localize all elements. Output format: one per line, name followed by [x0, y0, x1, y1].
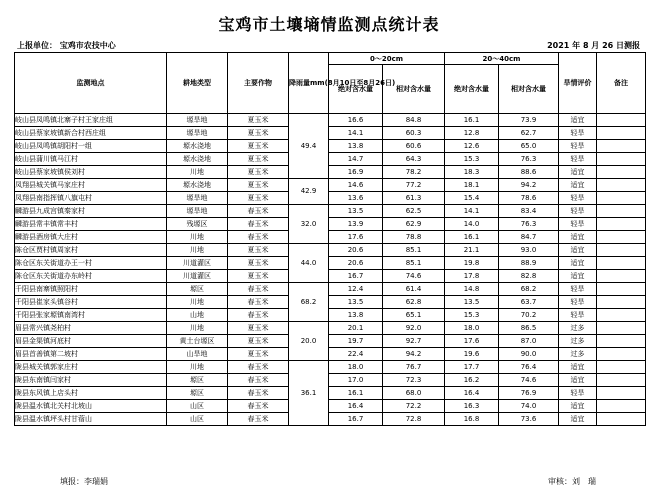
cell-rel-water-0-20: 61.4 — [383, 283, 445, 296]
cell-rel-water-20-40: 84.7 — [499, 231, 559, 244]
cell-abs-water-20-40: 17.7 — [445, 361, 499, 374]
table-row — [15, 179, 646, 192]
cell-abs-water-0-20: 16.1 — [329, 387, 383, 400]
cell-abs-water-20-40: 19.8 — [445, 257, 499, 270]
cell-abs-water-20-40: 12.8 — [445, 127, 499, 140]
cell-rel-water-0-20: 92.7 — [383, 335, 445, 348]
cell-rel-water-20-40: 74.6 — [499, 374, 559, 387]
cell-note — [597, 387, 646, 400]
cell-abs-water-20-40: 15.3 — [445, 309, 499, 322]
cell-rel-water-0-20: 85.1 — [383, 257, 445, 270]
cell-land-type: 塬区 — [167, 283, 228, 296]
cell-drought-eval: 适宜 — [559, 374, 597, 387]
cell-site: 陇县东南镇闫家村 — [15, 374, 167, 387]
cell-drought-eval: 适宜 — [559, 270, 597, 283]
cell-crop: 春玉米 — [228, 374, 289, 387]
cell-land-type: 塬水浇地 — [167, 179, 228, 192]
cell-abs-water-20-40: 14.1 — [445, 205, 499, 218]
table-row — [15, 348, 646, 361]
cell-rel-water-20-40: 76.3 — [499, 218, 559, 231]
cell-site: 陇县城关镇郭家庄村 — [15, 361, 167, 374]
table-body — [15, 114, 646, 426]
cell-site: 麟游县酒房镇大庄村 — [15, 231, 167, 244]
cell-abs-water-20-40: 18.0 — [445, 322, 499, 335]
cell-rel-water-0-20: 62.9 — [383, 218, 445, 231]
cell-rel-water-20-40: 62.7 — [499, 127, 559, 140]
cell-site: 陈仓区贾村镇周家村 — [15, 244, 167, 257]
cell-abs-water-0-20: 14.1 — [329, 127, 383, 140]
header-crop: 主要作物 — [228, 53, 289, 114]
cell-rel-water-0-20: 61.3 — [383, 192, 445, 205]
cell-abs-water-0-20: 17.6 — [329, 231, 383, 244]
table-row — [15, 114, 646, 127]
cell-land-type: 塬旱地 — [167, 192, 228, 205]
cell-crop: 春玉米 — [228, 309, 289, 322]
cell-land-type: 山旱地 — [167, 348, 228, 361]
cell-rainfall: 20.0 — [289, 322, 329, 361]
cell-rainfall: 44.0 — [289, 244, 329, 283]
cell-abs-water-0-20: 19.7 — [329, 335, 383, 348]
cell-site: 凤翔县南指挥镇八旗屯村 — [15, 192, 167, 205]
cell-rel-water-20-40: 93.0 — [499, 244, 559, 257]
cell-land-type: 塬水浇地 — [167, 153, 228, 166]
cell-land-type: 塬旱地 — [167, 127, 228, 140]
cell-rel-water-20-40: 78.6 — [499, 192, 559, 205]
cell-abs-water-20-40: 14.0 — [445, 218, 499, 231]
filled-by: 填报：李瑞娟 — [60, 477, 108, 486]
cell-rel-water-20-40: 87.0 — [499, 335, 559, 348]
cell-rel-water-0-20: 62.8 — [383, 296, 445, 309]
cell-abs-water-0-20: 13.9 — [329, 218, 383, 231]
cell-note — [597, 322, 646, 335]
cell-abs-water-20-40: 18.3 — [445, 166, 499, 179]
cell-land-type: 山区 — [167, 413, 228, 426]
cell-rel-water-20-40: 88.9 — [499, 257, 559, 270]
table-row — [15, 205, 646, 218]
cell-abs-water-20-40: 17.8 — [445, 270, 499, 283]
report-unit-value: 宝鸡市农技中心 — [59, 41, 116, 50]
cell-abs-water-0-20: 14.6 — [329, 179, 383, 192]
cell-abs-water-0-20: 13.8 — [329, 140, 383, 153]
cell-abs-water-0-20: 13.5 — [329, 205, 383, 218]
cell-note — [597, 231, 646, 244]
cell-abs-water-20-40: 19.6 — [445, 348, 499, 361]
cell-site: 岐山县蔡家坡镇侯刘村 — [15, 166, 167, 179]
cell-land-type: 川道灌区 — [167, 257, 228, 270]
cell-note — [597, 218, 646, 231]
cell-abs-water-0-20: 17.0 — [329, 374, 383, 387]
cell-site: 陈仓区东关街道办东岭村 — [15, 270, 167, 283]
table-row — [15, 257, 646, 270]
cell-rel-water-0-20: 68.0 — [383, 387, 445, 400]
cell-crop: 春玉米 — [228, 361, 289, 374]
cell-land-type: 塬旱地 — [167, 114, 228, 127]
table-row — [15, 387, 646, 400]
cell-drought-eval: 轻旱 — [559, 283, 597, 296]
cell-crop: 夏玉米 — [228, 127, 289, 140]
cell-site: 千阳县南寨镇照阳村 — [15, 283, 167, 296]
cell-crop: 夏玉米 — [228, 322, 289, 335]
cell-drought-eval: 适宜 — [559, 179, 597, 192]
cell-crop: 春玉米 — [228, 205, 289, 218]
table-row — [15, 335, 646, 348]
cell-drought-eval: 轻旱 — [559, 387, 597, 400]
cell-abs-water-20-40: 18.1 — [445, 179, 499, 192]
cell-abs-water-0-20: 13.6 — [329, 192, 383, 205]
table-row — [15, 322, 646, 335]
cell-note — [597, 413, 646, 426]
cell-drought-eval: 过多 — [559, 335, 597, 348]
cell-abs-water-0-20: 20.6 — [329, 244, 383, 257]
cell-rel-water-20-40: 76.3 — [499, 153, 559, 166]
cell-abs-water-0-20: 13.8 — [329, 309, 383, 322]
cell-abs-water-0-20: 20.6 — [329, 257, 383, 270]
cell-crop: 夏玉米 — [228, 335, 289, 348]
cell-rel-water-20-40: 90.0 — [499, 348, 559, 361]
page-title: 宝鸡市土壤墒情监测点统计表 — [218, 15, 440, 34]
cell-abs-water-20-40: 16.4 — [445, 387, 499, 400]
cell-rel-water-20-40: 88.6 — [499, 166, 559, 179]
cell-abs-water-20-40: 16.1 — [445, 114, 499, 127]
table-row — [15, 361, 646, 374]
cell-drought-eval: 适宜 — [559, 413, 597, 426]
cell-note — [597, 270, 646, 283]
cell-crop: 春玉米 — [228, 400, 289, 413]
cell-rel-water-20-40: 76.4 — [499, 361, 559, 374]
cell-crop: 春玉米 — [228, 283, 289, 296]
table-row — [15, 283, 646, 296]
cell-note — [597, 335, 646, 348]
cell-rel-water-0-20: 76.7 — [383, 361, 445, 374]
table-row — [15, 166, 646, 179]
cell-rel-water-0-20: 92.0 — [383, 322, 445, 335]
cell-drought-eval: 适宜 — [559, 166, 597, 179]
moisture-table — [14, 52, 646, 426]
cell-crop: 夏玉米 — [228, 140, 289, 153]
cell-abs-water-0-20: 16.7 — [329, 413, 383, 426]
report-unit-label: 上报单位： — [17, 41, 57, 50]
cell-abs-water-20-40: 16.8 — [445, 413, 499, 426]
cell-land-type: 川地 — [167, 361, 228, 374]
cell-crop: 夏玉米 — [228, 257, 289, 270]
cell-drought-eval: 轻旱 — [559, 296, 597, 309]
cell-rel-water-0-20: 94.2 — [383, 348, 445, 361]
cell-site: 陇县温水镇坪头村甘蓿山 — [15, 413, 167, 426]
cell-site: 眉县金渠镇河底村 — [15, 335, 167, 348]
cell-crop: 夏玉米 — [228, 153, 289, 166]
cell-rel-water-20-40: 70.2 — [499, 309, 559, 322]
cell-rainfall: 68.2 — [289, 283, 329, 322]
cell-note — [597, 361, 646, 374]
cell-rel-water-0-20: 62.5 — [383, 205, 445, 218]
cell-abs-water-20-40: 21.1 — [445, 244, 499, 257]
cell-rel-water-0-20: 64.3 — [383, 153, 445, 166]
cell-drought-eval: 轻旱 — [559, 309, 597, 322]
cell-site: 陇县温水镇北关村北坡山 — [15, 400, 167, 413]
cell-crop: 夏玉米 — [228, 244, 289, 257]
cell-site: 陇县东风镇上店头村 — [15, 387, 167, 400]
header-site: 监测地点 — [15, 53, 167, 114]
cell-drought-eval: 适宜 — [559, 244, 597, 257]
cell-rel-water-20-40: 65.0 — [499, 140, 559, 153]
cell-crop: 夏玉米 — [228, 270, 289, 283]
cell-rel-water-0-20: 78.2 — [383, 166, 445, 179]
cell-land-type: 川地 — [167, 244, 228, 257]
cell-rel-water-20-40: 83.4 — [499, 205, 559, 218]
table-row — [15, 270, 646, 283]
cell-site: 凤翔县城关镇马家庄村 — [15, 179, 167, 192]
cell-land-type: 塬区 — [167, 374, 228, 387]
table-row — [15, 244, 646, 257]
cell-site: 岐山县凤鸣镇胡阳村一组 — [15, 140, 167, 153]
cell-drought-eval: 轻旱 — [559, 192, 597, 205]
cell-abs-water-20-40: 15.3 — [445, 153, 499, 166]
cell-crop: 春玉米 — [228, 218, 289, 231]
cell-rel-water-20-40: 73.6 — [499, 413, 559, 426]
cell-crop: 夏玉米 — [228, 348, 289, 361]
cell-abs-water-0-20: 20.1 — [329, 322, 383, 335]
header-abs-water-1: 绝对含水量 — [329, 65, 383, 114]
cell-site: 麟游县常丰镇常丰村 — [15, 218, 167, 231]
table-row — [15, 127, 646, 140]
cell-note — [597, 166, 646, 179]
cell-note — [597, 309, 646, 322]
header-note: 备注 — [597, 53, 646, 114]
header-layer-20-40: 20～40cm — [445, 53, 559, 65]
table-row — [15, 413, 646, 426]
cell-abs-water-0-20: 22.4 — [329, 348, 383, 361]
cell-rel-water-0-20: 72.2 — [383, 400, 445, 413]
cell-rel-water-20-40: 68.2 — [499, 283, 559, 296]
table-row — [15, 400, 646, 413]
cell-land-type: 川地 — [167, 231, 228, 244]
cell-rel-water-0-20: 77.2 — [383, 179, 445, 192]
report-unit — [17, 40, 116, 51]
cell-crop: 夏玉米 — [228, 179, 289, 192]
cell-abs-water-20-40: 16.3 — [445, 400, 499, 413]
cell-abs-water-0-20: 12.4 — [329, 283, 383, 296]
cell-crop: 春玉米 — [228, 296, 289, 309]
cell-land-type: 塬水浇地 — [167, 140, 228, 153]
cell-drought-eval: 适宜 — [559, 361, 597, 374]
table-row — [15, 140, 646, 153]
header-rel-water-1: 相对含水量 — [383, 65, 445, 114]
cell-abs-water-20-40: 16.2 — [445, 374, 499, 387]
cell-drought-eval: 轻旱 — [559, 205, 597, 218]
cell-note — [597, 296, 646, 309]
cell-land-type: 川地 — [167, 322, 228, 335]
cell-land-type: 残塬区 — [167, 218, 228, 231]
cell-site: 岐山县凤鸣镇北寨子村王家庄组 — [15, 114, 167, 127]
header-rel-water-2: 相对含水量 — [499, 65, 559, 114]
cell-drought-eval: 轻旱 — [559, 153, 597, 166]
cell-abs-water-20-40: 14.8 — [445, 283, 499, 296]
cell-site: 千阳县张家塬镇南湾村 — [15, 309, 167, 322]
cell-note — [597, 400, 646, 413]
cell-note — [597, 153, 646, 166]
cell-abs-water-20-40: 17.6 — [445, 335, 499, 348]
cell-crop: 春玉米 — [228, 231, 289, 244]
cell-rel-water-20-40: 73.9 — [499, 114, 559, 127]
cell-abs-water-20-40: 13.5 — [445, 296, 499, 309]
cell-rel-water-0-20: 72.8 — [383, 413, 445, 426]
cell-land-type: 塬区 — [167, 387, 228, 400]
cell-rainfall: 32.0 — [289, 205, 329, 244]
cell-drought-eval: 轻旱 — [559, 218, 597, 231]
cell-abs-water-0-20: 16.6 — [329, 114, 383, 127]
cell-abs-water-0-20: 18.0 — [329, 361, 383, 374]
header-land-type: 耕地类型 — [167, 53, 228, 114]
cell-rel-water-0-20: 74.6 — [383, 270, 445, 283]
cell-note — [597, 205, 646, 218]
cell-note — [597, 348, 646, 361]
cell-drought-eval: 适宜 — [559, 257, 597, 270]
cell-drought-eval: 轻旱 — [559, 140, 597, 153]
cell-rel-water-0-20: 85.1 — [383, 244, 445, 257]
cell-site: 岐山县蒲川镇马江村 — [15, 153, 167, 166]
cell-note — [597, 127, 646, 140]
cell-land-type: 川地 — [167, 296, 228, 309]
table-row — [15, 374, 646, 387]
cell-rel-water-20-40: 82.8 — [499, 270, 559, 283]
cell-land-type: 塬旱地 — [167, 205, 228, 218]
table-row — [15, 218, 646, 231]
cell-drought-eval: 适宜 — [559, 400, 597, 413]
cell-abs-water-0-20: 16.4 — [329, 400, 383, 413]
cell-rel-water-20-40: 86.5 — [499, 322, 559, 335]
cell-abs-water-0-20: 16.7 — [329, 270, 383, 283]
table-row — [15, 296, 646, 309]
cell-note — [597, 283, 646, 296]
cell-abs-water-20-40: 16.1 — [445, 231, 499, 244]
cell-drought-eval: 适宜 — [559, 231, 597, 244]
cell-crop: 夏玉米 — [228, 192, 289, 205]
cell-land-type: 山区 — [167, 400, 228, 413]
cell-note — [597, 140, 646, 153]
table-row — [15, 309, 646, 322]
cell-note — [597, 374, 646, 387]
cell-crop: 夏玉米 — [228, 114, 289, 127]
cell-drought-eval: 过多 — [559, 322, 597, 335]
reviewed-by: 审核：刘 瑞 — [548, 477, 596, 486]
cell-rainfall: 42.9 — [289, 179, 329, 205]
cell-drought-eval: 适宜 — [559, 114, 597, 127]
cell-abs-water-20-40: 12.6 — [445, 140, 499, 153]
cell-site: 眉县常兴镇尧柏村 — [15, 322, 167, 335]
cell-abs-water-0-20: 13.5 — [329, 296, 383, 309]
cell-site: 千阳县崔家头镇谷村 — [15, 296, 167, 309]
cell-crop: 春玉米 — [228, 387, 289, 400]
cell-rainfall: 36.1 — [289, 361, 329, 426]
cell-rel-water-20-40: 94.2 — [499, 179, 559, 192]
cell-rel-water-0-20: 60.6 — [383, 140, 445, 153]
cell-rel-water-0-20: 78.8 — [383, 231, 445, 244]
report-date: 2021 年 8 月 26 日测报 — [547, 41, 640, 50]
cell-site: 眉县首善镇第二坡村 — [15, 348, 167, 361]
cell-rel-water-0-20: 60.3 — [383, 127, 445, 140]
cell-note — [597, 257, 646, 270]
cell-rainfall: 49.4 — [289, 114, 329, 179]
cell-note — [597, 192, 646, 205]
table-row — [15, 153, 646, 166]
header-drought: 旱情评价 — [559, 53, 597, 114]
cell-rel-water-20-40: 63.7 — [499, 296, 559, 309]
cell-drought-eval: 过多 — [559, 348, 597, 361]
cell-rel-water-0-20: 84.8 — [383, 114, 445, 127]
header-rainfall: 降雨量mm(8月10日至8月26日) — [289, 53, 329, 114]
cell-land-type: 山地 — [167, 309, 228, 322]
cell-drought-eval: 轻旱 — [559, 127, 597, 140]
cell-rel-water-0-20: 65.1 — [383, 309, 445, 322]
cell-note — [597, 114, 646, 127]
cell-abs-water-0-20: 16.9 — [329, 166, 383, 179]
cell-land-type: 川道灌区 — [167, 270, 228, 283]
cell-land-type: 黄土台塬区 — [167, 335, 228, 348]
cell-abs-water-20-40: 15.4 — [445, 192, 499, 205]
cell-crop: 春玉米 — [228, 413, 289, 426]
cell-site: 岐山县蔡家坡镇新合村西庄组 — [15, 127, 167, 140]
table-row — [15, 192, 646, 205]
cell-site: 陈仓区东关街道办王一村 — [15, 257, 167, 270]
cell-site: 麟游县九成宫镇秦家村 — [15, 205, 167, 218]
header-abs-water-2: 绝对含水量 — [445, 65, 499, 114]
cell-rel-water-0-20: 72.3 — [383, 374, 445, 387]
cell-note — [597, 244, 646, 257]
cell-rel-water-20-40: 76.9 — [499, 387, 559, 400]
cell-rel-water-20-40: 74.0 — [499, 400, 559, 413]
cell-land-type: 川地 — [167, 166, 228, 179]
cell-abs-water-0-20: 14.7 — [329, 153, 383, 166]
header-layer-0-20: 0～20cm — [329, 53, 445, 65]
cell-crop: 夏玉米 — [228, 166, 289, 179]
cell-note — [597, 179, 646, 192]
table-row — [15, 231, 646, 244]
